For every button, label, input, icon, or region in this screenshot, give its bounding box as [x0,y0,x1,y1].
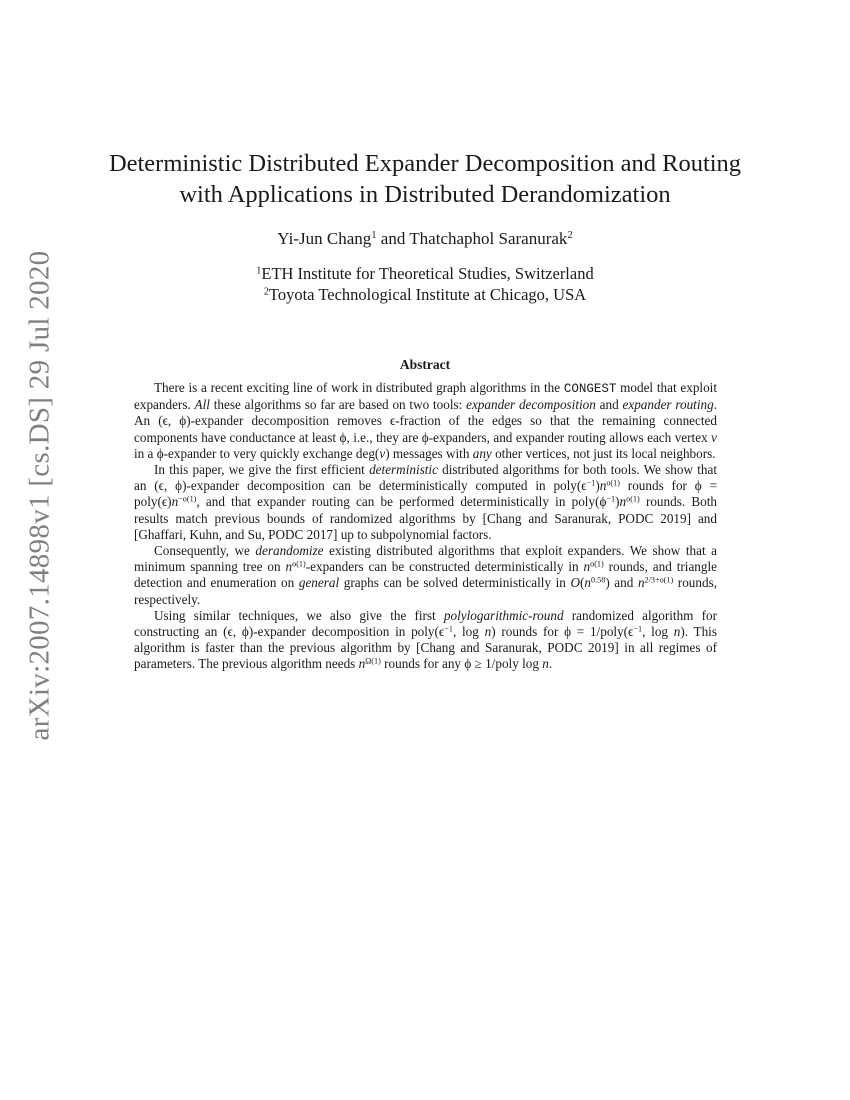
affiliation-mark: 1 [371,230,377,242]
text-run: Using similar techniques, we also give the first [154,607,444,623]
abstract-paragraph [134,543,717,608]
math-superscript: o(1) [606,478,620,488]
math-variable: v [379,445,386,461]
math-variable: n [584,575,592,591]
text-run: model that exploit expanders. [134,380,717,413]
math-variable: v [711,429,717,445]
title-line-2: with Applications in Distributed Derandomization [179,181,671,208]
math-variable: O [570,575,581,591]
math-variable: n [619,494,627,510]
emphasis: All [194,397,210,413]
abstract-paragraph [134,380,717,462]
text-run: ) rounds for ϕ = 1/poly(ϵ [491,624,634,640]
author-list [125,229,725,249]
abstract-heading: Abstract [399,357,451,372]
affiliation-mark: 2 [567,230,573,242]
text-run: Consequently, we [154,543,256,559]
affiliation-list [125,263,725,305]
text-run: ( [580,575,585,591]
text-run: in a ϕ-expander to very quickly exchange deg( [134,445,380,461]
text-run: ) [615,494,620,510]
math-variable: n [583,559,591,575]
text-run: existing distributed algorithms that exploit expanders. We show that a minimum spanning tree on [134,543,717,575]
author-separator: and [376,229,410,248]
affiliation-name: Toyota Technological Institute at Chicago, USA [268,285,587,304]
math-variable: n [637,575,645,591]
text-run: rounds for ϕ = poly(ϵ) [134,478,718,510]
emphasis: polylogarithmic-round [443,607,564,623]
text-run: ). This algorithm is faster than the previous algorithm by [Chang and Saranurak, PODC 2019] in all regimes of parameters. The previous algorithm needs [134,624,717,672]
math-variable: n [171,494,179,510]
abstract-paragraph [134,462,717,543]
text-run: ) [595,478,600,494]
math-superscript: −1 [444,624,453,634]
abstract-paragraph [134,608,717,673]
text-run: In this paper, we give the first efficient [154,462,370,478]
arxiv-identifier-text: arXiv:2007.14898v1 [cs.DS] 29 Jul 2020 [23,250,56,740]
affiliation-mark: 2 [263,286,269,298]
text-run: . An (ϵ, ϕ)-expander decomposition removes ϵ-fraction of the edges so that the remaining connected components have conductance at least ϕ, i.e., they are ϕ-expanders, and expander routing allows each vertex [134,397,717,445]
text-run: ) messages with [385,445,473,461]
math-variable: n [285,559,293,575]
text-run: . [548,656,553,672]
text-run: -expanders can be constructed deterministically in [305,559,584,575]
math-superscript: o(1) [626,494,640,504]
text-run: distributed algorithms for both tools. We show that an (ϵ, ϕ)-expander decomposition can be deterministically computed in poly(ϵ [134,462,717,494]
text-run: ) and [605,575,638,591]
math-variable: n [358,656,366,672]
author-name: Yi-Jun Chang [277,229,372,248]
text-run: , and that expander routing can be performed deterministically in poly(ϕ [196,494,607,510]
arxiv-identifier-stamp [20,250,60,740]
math-variable: n [542,656,549,672]
text-run: rounds, and triangle detection and enumeration on [134,559,718,591]
author-name: Thatchaphol Saranurak [409,229,568,248]
math-variable: n [484,624,492,640]
text-run: these algorithms so far are based on two tools: [209,397,467,413]
text-run: graphs can be solved deterministically in [339,575,571,591]
math-superscript: −1 [586,478,596,488]
text-run: There is a recent exciting line of work in distributed graph algorithms in the [154,380,564,395]
text-run: randomized algorithm for constructing an (ϵ, ϕ)-expander decomposition in poly(ϵ [134,607,717,640]
emphasis: expander decomposition [466,397,596,413]
model-name: CONGEST [563,382,617,396]
math-superscript: Ω(1) [365,656,381,666]
math-superscript: o(1) [590,559,604,569]
math-superscript: −1 [633,624,643,634]
affiliation-name: ETH Institute for Theoretical Studies, Switzerland [261,264,594,283]
emphasis: expander routing [622,397,714,413]
paper-title [95,148,755,210]
text-run: rounds. Both results match previous bounds of randomized algorithms by [Chang and Saranurak, PODC 2019] and [Ghaffari, Kuhn, and Su, PODC 2017] up to subpolynomial factors. [134,494,718,542]
math-superscript: o(1) [292,559,306,569]
affiliation-item [125,284,725,305]
math-superscript: 2/3+o(1) [644,575,674,585]
math-superscript: −1 [606,494,616,504]
text-run: other vertices, not just its local neighbors. [491,445,716,461]
math-superscript: −o(1) [178,494,197,504]
math-variable: n [599,478,607,494]
affiliation-item [125,263,725,284]
emphasis: general [298,575,340,591]
text-run: rounds, respectively. [134,575,718,607]
emphasis: deterministic [369,462,438,478]
emphasis: derandomize [255,543,324,559]
text-run: and [595,397,623,413]
text-run: , log [452,624,485,640]
title-line-1: Deterministic Distributed Expander Decomposition and Routing [108,150,742,177]
text-run: , log [642,624,674,640]
math-variable: n [673,624,681,640]
emphasis: any [472,445,492,461]
abstract-body [134,380,717,673]
math-superscript: 0.58 [591,575,606,585]
affiliation-mark: 1 [256,265,262,277]
text-run: rounds for any ϕ ≥ 1/poly log [380,656,543,672]
